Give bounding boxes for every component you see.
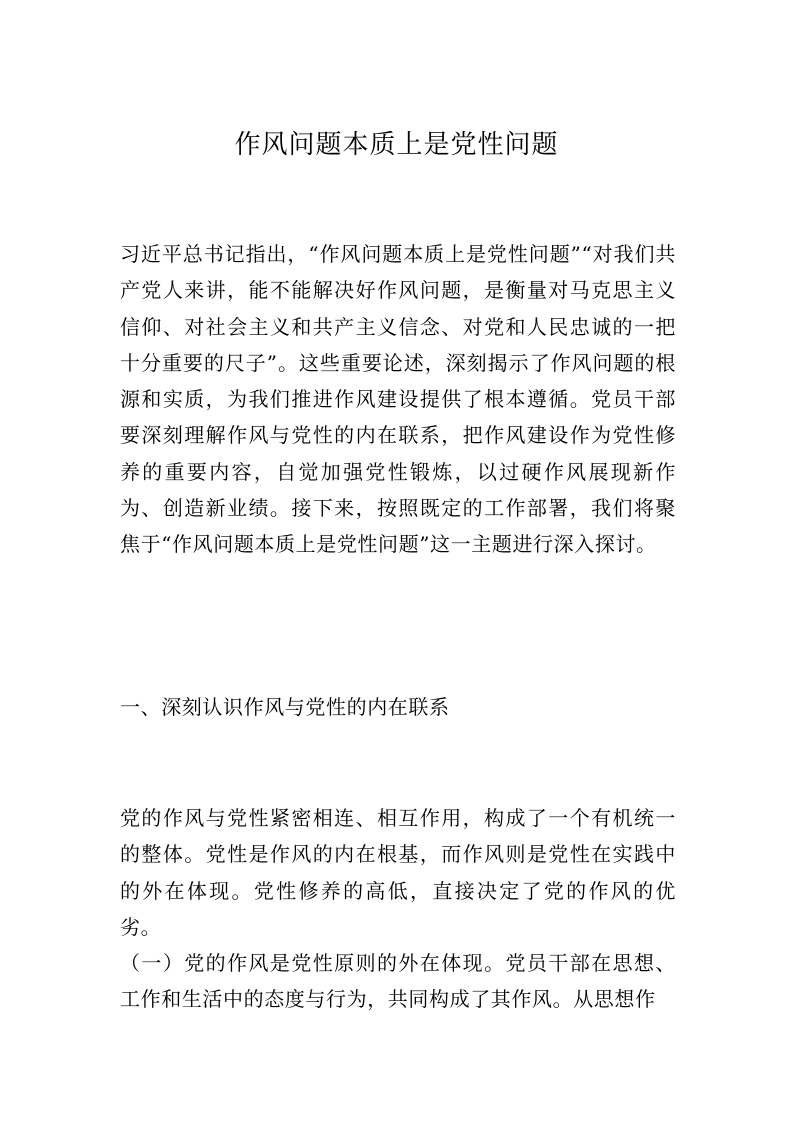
section-paragraph: 党的作风与党性紧密相连、相互作用，构成了一个有机统一的整体。党性是作风的内在根基，而作风则是党性在实践中的外在体现。党性修养的高低，直接决定了党的作风的优劣。 — [120, 806, 676, 939]
intro-paragraph: 习近平总书记指出，“作风问题本质上是党性问题”“对我们共产党人来讲，能不能解决好作风问题，是衡量对马克思主义信仰、对社会主义和共产主义信念、对党和人民忠诚的一把十分重要的尺子”。这些重要论述，深刻揭示了作风问题的根源和实质，为我们推进作风建设提供了根本遵循。党员干部要深刻理解作风与党性的内在联系，把作风建设作为党性修养的重要内容，自觉加强党性锻炼，以过硬作风展现新作为、创造新业绩。接下来，按照既定的工作部署，我们将聚焦于“作风问题本质上是党性问题”这一主题进行深入探讨。 — [120, 242, 676, 557]
document-title: 作风问题本质上是党性问题 — [234, 130, 559, 160]
subsection-paragraph: （一）党的作风是党性原则的外在体现。党员干部在思想、工作和生活中的态度与行为，共同构成了其作风。从思想作 — [120, 951, 676, 1012]
section-heading: 一、深刻认识作风与党性的内在联系 — [120, 695, 450, 719]
